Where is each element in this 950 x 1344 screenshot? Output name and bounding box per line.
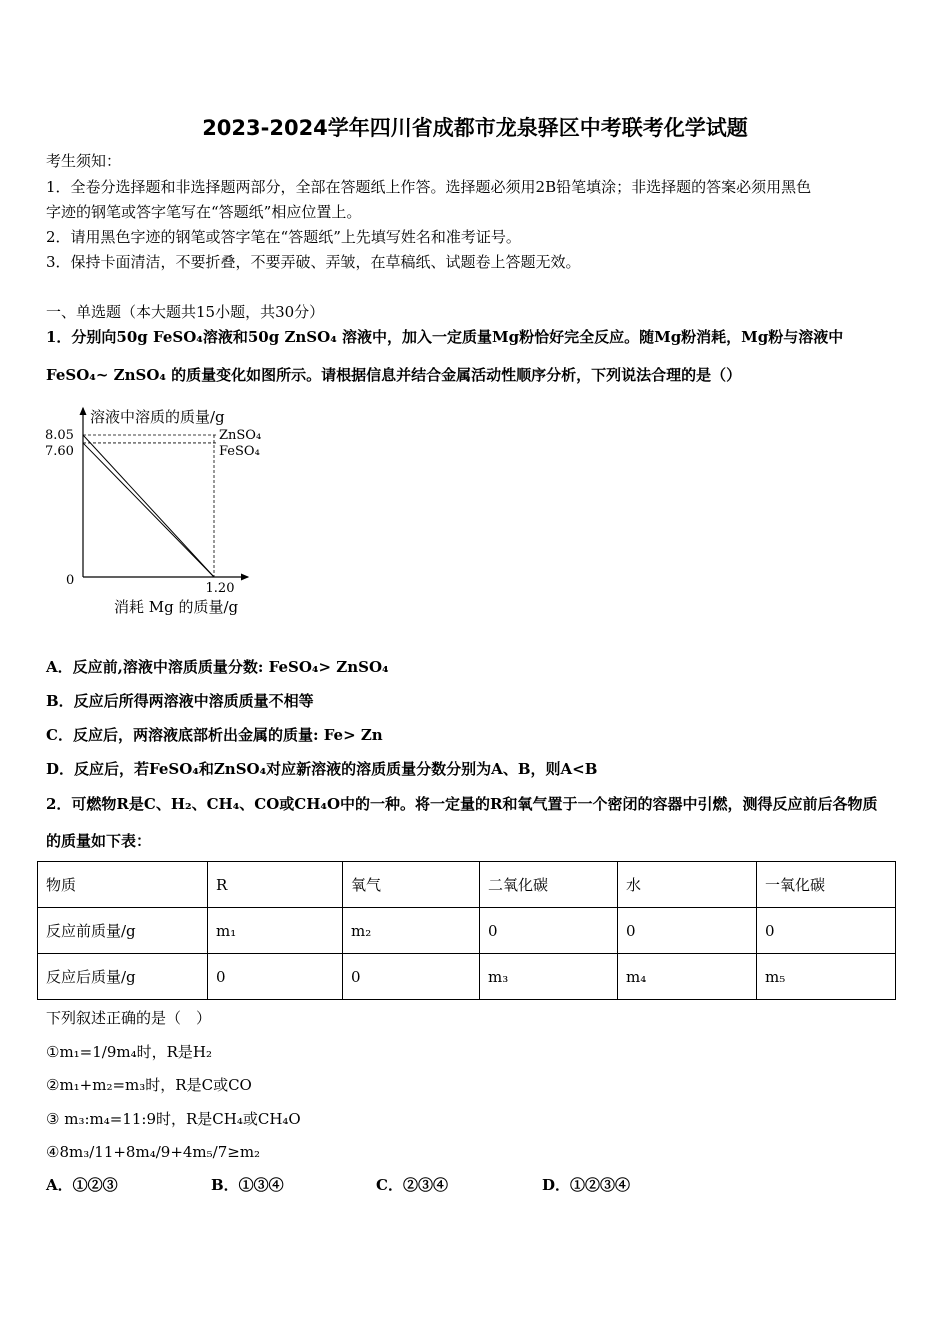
q2-option-c: C．②③④	[376, 1176, 448, 1194]
q1-option-c: C．反应后，两溶液底部析出金属的质量: Fe> Zn	[46, 726, 383, 744]
q2-statement: ③ m₃:m₄=11:9时，R是CH₄或CH₄O	[46, 1110, 301, 1128]
q2-option-b: B．①③④	[211, 1176, 284, 1194]
table-cell: 0	[208, 954, 343, 1000]
y-tick-label: 7.60	[45, 443, 74, 459]
table-cell: 0	[343, 954, 480, 1000]
x-tick-label: 1.20	[205, 581, 235, 596]
question-1-text-2: FeSO₄~ ZnSO₄ 的质量变化如图所示。请根据信息并结合金属活动性顺序分析，下列说法合理的是（）	[46, 366, 742, 384]
q1-option-a: A．反应前,溶液中溶质质量分数: FeSO₄> ZnSO₄	[46, 658, 389, 676]
notice-item: 2．请用黑色字迹的钢笔或答字笔在“答题纸”上先填写姓名和准考证号。	[46, 228, 521, 246]
table-cell: 0	[757, 908, 896, 954]
series-label-feso4: FeSO₄	[219, 443, 260, 459]
q2-statement: ②m₁+m₂=m₃时，R是C或CO	[46, 1076, 252, 1094]
table-header: 水	[618, 862, 757, 908]
table-header: 一氧化碳	[757, 862, 896, 908]
series-line-1	[83, 443, 214, 577]
table-cell: 反应后质量/g	[38, 954, 208, 1000]
q1-option-b: B．反应后所得两溶液中溶质质量不相等	[46, 692, 314, 710]
table-header: 氧气	[343, 862, 480, 908]
notice-item: 1．全卷分选择题和非选择题两部分，全部在答题纸上作答。选择题必须用2B铅笔填涂；非选择题的答案必须用黑色	[46, 178, 812, 196]
series-line-0	[83, 435, 214, 577]
table-cell: 反应前质量/g	[38, 908, 208, 954]
table-header: 物质	[38, 862, 208, 908]
q2-prompt: 下列叙述正确的是（ ）	[46, 1009, 212, 1027]
question-1-text: 1．分别向50g FeSO₄溶液和50g ZnSO₄ 溶液中，加入一定质量Mg粉恰好完全反应。随Mg粉消耗，Mg粉与溶液中	[46, 328, 844, 346]
q2-statement: ①m₁=1/9m₄时，R是H₂	[46, 1043, 213, 1061]
table-cell: m₂	[343, 908, 480, 954]
origin-label: 0	[66, 573, 75, 588]
y-axis-label: 溶液中溶质的质量/g	[90, 408, 225, 426]
table-header: 二氧化碳	[480, 862, 618, 908]
q2-option-d: D．①②③④	[542, 1176, 631, 1194]
table-cell: m₃	[480, 954, 618, 1000]
q2-option-a: A．①②③	[46, 1176, 118, 1194]
table-header-row	[38, 862, 896, 908]
notice-heading: 考生须知：	[46, 152, 122, 170]
table-row	[38, 908, 896, 954]
series-label-znso4: ZnSO₄	[219, 428, 262, 443]
table-cell: 0	[618, 908, 757, 954]
x-axis-label: 消耗 Mg 的质量/g	[114, 598, 239, 616]
question-2-text: 2．可燃物R是C、H₂、CH₄、CO或CH₄O中的一种。将一定量的R和氧气置于一个密闭的容器中引燃，测得反应前后各物质	[46, 795, 878, 813]
notice-item: 字迹的钢笔或答字笔写在“答题纸”相应位置上。	[46, 203, 362, 221]
table-cell: 0	[480, 908, 618, 954]
table-cell: m₅	[757, 954, 896, 1000]
y-tick-label: 8.05	[45, 428, 74, 443]
table-header: R	[208, 862, 343, 908]
page-title: 2023-2024学年四川省成都市龙泉驿区中考联考化学试题	[202, 116, 748, 140]
mass-change-chart	[38, 400, 278, 626]
mass-table	[37, 861, 896, 1000]
section-heading: 一、单选题（本大题共15小题，共30分）	[46, 303, 325, 321]
q2-statement: ④8m₃/11+8m₄/9+4m₅/7≥m₂	[46, 1143, 261, 1161]
table-cell: m₄	[618, 954, 757, 1000]
notice-item: 3．保持卡面清洁，不要折叠，不要弄破、弄皱，在草稿纸、试题卷上答题无效。	[46, 253, 581, 271]
table-cell: m₁	[208, 908, 343, 954]
q1-option-d: D．反应后，若FeSO₄和ZnSO₄对应新溶液的溶质质量分数分别为A、B，则A<B	[46, 760, 598, 778]
table-row	[38, 954, 896, 1000]
question-2-text-2: 的质量如下表：	[46, 832, 152, 850]
